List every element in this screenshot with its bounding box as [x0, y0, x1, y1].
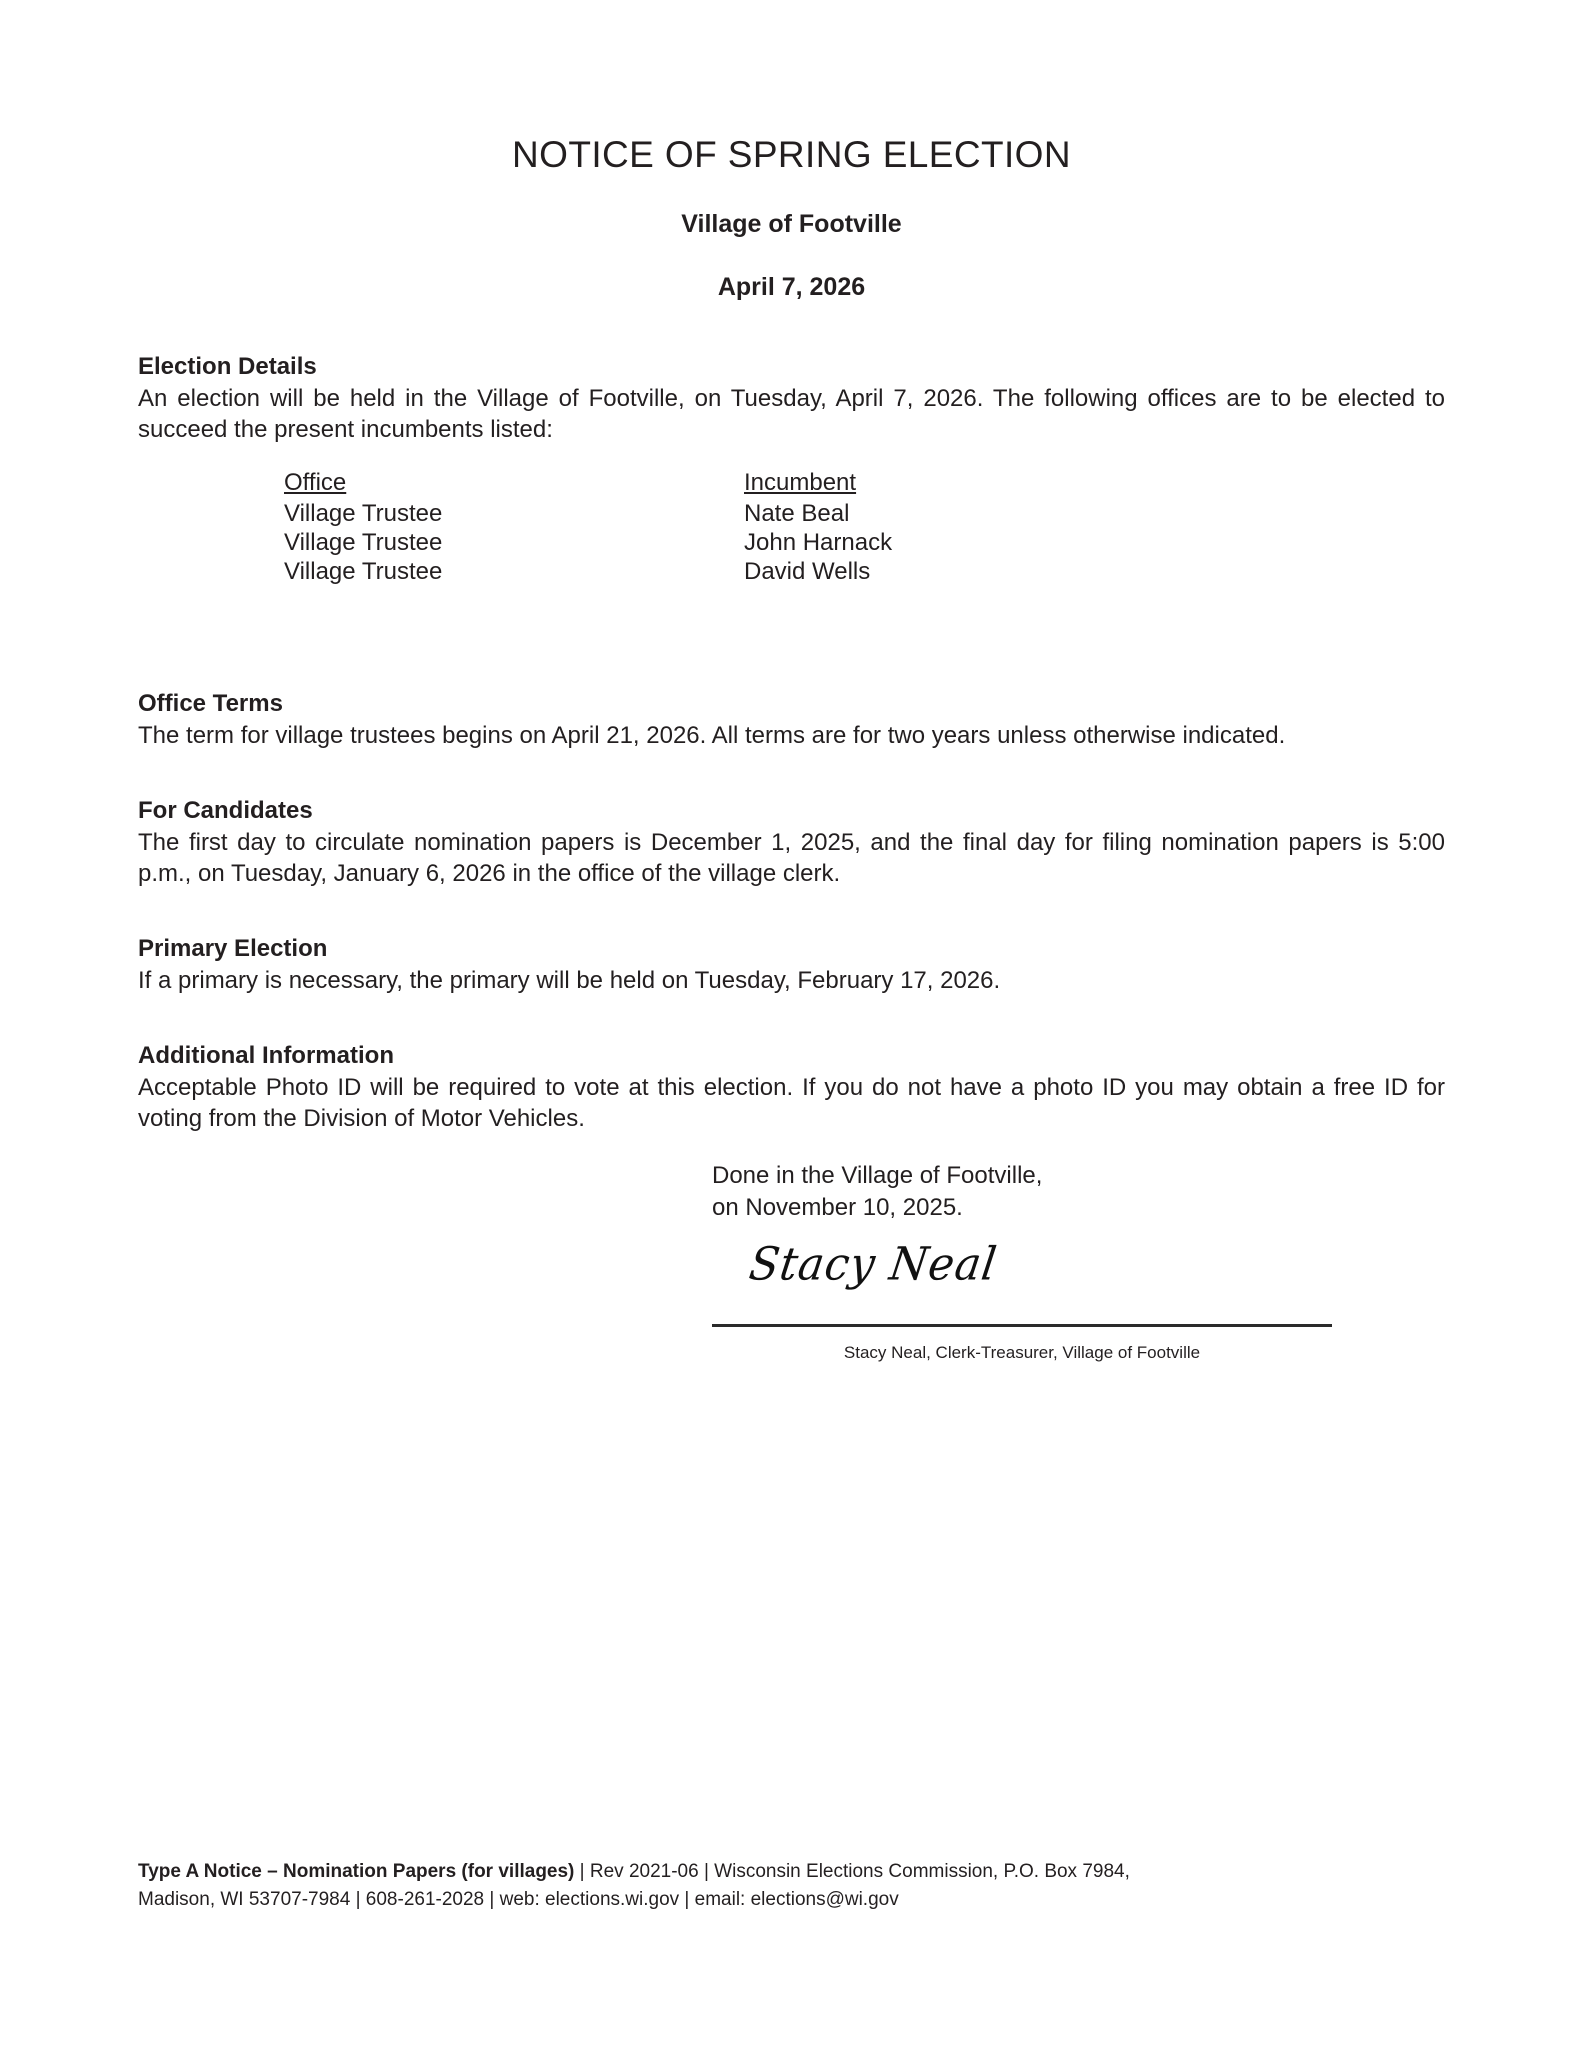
- section-for-candidates: [138, 751, 1445, 889]
- cell-office: Village Trustee: [284, 558, 443, 586]
- table-header-row: [284, 471, 1144, 502]
- municipality-subtitle: Village of Footville: [681, 210, 902, 239]
- page-title: NOTICE OF SPRING ELECTION: [512, 134, 1071, 175]
- section-heading-primary-election: Primary Election: [138, 935, 328, 963]
- section-body-office-terms: The term for village trustees begins on April 21, 2026. All terms are for two years unless otherwise indicated.: [138, 722, 1286, 750]
- footer-line-2: Madison, WI 53707-7984 | 608-261-2028 | web: elections.wi.gov | email: elections@wi.gov: [138, 1888, 899, 1910]
- section-election-details: [138, 302, 1445, 589]
- footer-form-name: Type A Notice – Nomination Papers (for villages): [138, 1861, 575, 1882]
- election-date-heading: April 7, 2026: [717, 273, 866, 302]
- section-primary-election: [138, 889, 1445, 996]
- signature-area: [712, 1238, 1372, 1329]
- footer-agency-info: | Rev 2021-06 | Wisconsin Elections Commission, P.O. Box 7984,: [574, 1861, 1130, 1882]
- table-row: [284, 560, 1144, 589]
- section-office-terms: [138, 589, 1445, 751]
- section-body-for-candidates: The first day to circulate nomination papers is December 1, 2025, and the final day for filing nomination papers is 5:00 p.m., on Tuesday, January 6, 2026 in the office of the village clerk.: [138, 829, 1445, 888]
- offices-incumbents-table: [284, 471, 1144, 589]
- section-heading-election-details: Election Details: [138, 353, 317, 381]
- signature-block: [712, 1160, 1372, 1364]
- cell-incumbent: David Wells: [744, 558, 871, 586]
- table-row: [284, 502, 1144, 531]
- done-in-line-1: Done in the Village of Footville,: [712, 1162, 1043, 1189]
- column-header-incumbent-label: Incumbent: [744, 469, 857, 497]
- done-in-line-2: on November 10, 2025.: [712, 1193, 963, 1221]
- section-additional-information: [138, 996, 1445, 1134]
- cell-incumbent: John Harnack: [744, 529, 893, 557]
- cell-office: Village Trustee: [284, 529, 443, 557]
- handwritten-signature: Stacy Neal: [746, 1238, 1001, 1292]
- section-heading-additional-information: Additional Information: [138, 1042, 394, 1070]
- section-heading-office-terms: Office Terms: [138, 690, 283, 718]
- section-heading-for-candidates: For Candidates: [138, 797, 313, 825]
- column-header-office-label: Office: [284, 469, 347, 497]
- page-footer: [138, 1858, 1458, 1913]
- signature-caption: Stacy Neal, Clerk-Treasurer, Village of Footville: [843, 1343, 1201, 1363]
- section-body-additional-information: Acceptable Photo ID will be required to vote at this election. If you do not have a photo ID you may obtain a free ID for voting from the Division of Motor Vehicles.: [138, 1074, 1445, 1133]
- signature-rule: [712, 1324, 1332, 1327]
- table-row: [284, 531, 1144, 560]
- cell-office: Village Trustee: [284, 500, 443, 528]
- cell-incumbent: Nate Beal: [744, 500, 850, 528]
- column-header-incumbent: [744, 471, 1144, 502]
- section-body-primary-election: If a primary is necessary, the primary will be held on Tuesday, February 17, 2026.: [138, 967, 1001, 995]
- footer-line-1: [138, 1858, 1458, 1886]
- section-body-election-details: An election will be held in the Village of Footville, on Tuesday, April 7, 2026. The following offices are to be elected to succeed the present incumbents listed:: [138, 385, 1445, 444]
- column-header-office: [284, 471, 744, 502]
